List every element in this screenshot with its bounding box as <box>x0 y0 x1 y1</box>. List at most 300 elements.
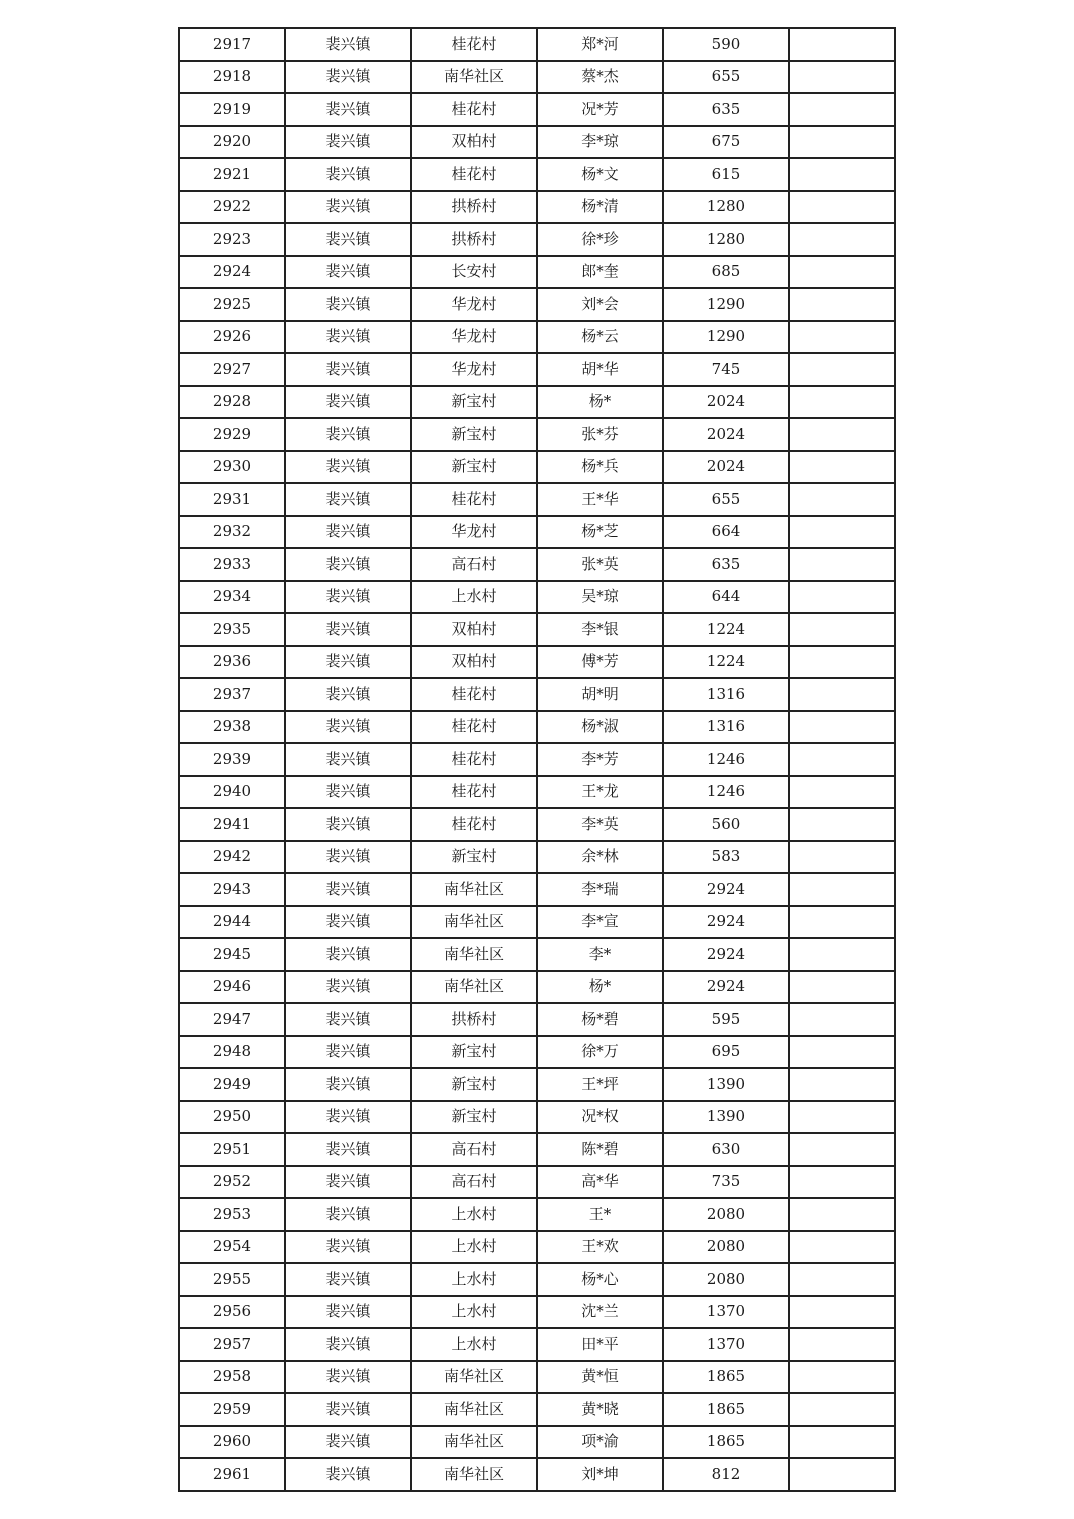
cell-town: 裴兴镇 <box>285 548 411 581</box>
cell-town: 裴兴镇 <box>285 28 411 61</box>
cell-name: 杨* <box>537 971 663 1004</box>
cell-town: 裴兴镇 <box>285 451 411 484</box>
cell-remark <box>789 516 895 549</box>
table-row <box>179 28 895 61</box>
cell-name: 李*银 <box>537 613 663 646</box>
cell-name: 陈*碧 <box>537 1133 663 1166</box>
cell-village: 双柏村 <box>411 646 537 679</box>
cell-serial-number: 2939 <box>179 743 285 776</box>
cell-remark <box>789 906 895 939</box>
cell-village: 新宝村 <box>411 451 537 484</box>
cell-town: 裴兴镇 <box>285 1328 411 1361</box>
cell-town: 裴兴镇 <box>285 418 411 451</box>
cell-amount: 2080 <box>663 1198 789 1231</box>
cell-remark <box>789 418 895 451</box>
cell-serial-number: 2936 <box>179 646 285 679</box>
cell-name: 郎*奎 <box>537 256 663 289</box>
cell-amount: 1865 <box>663 1393 789 1426</box>
cell-remark <box>789 483 895 516</box>
cell-remark <box>789 158 895 191</box>
cell-town: 裴兴镇 <box>285 353 411 386</box>
cell-name: 傅*芳 <box>537 646 663 679</box>
cell-village: 南华社区 <box>411 938 537 971</box>
cell-name: 李*英 <box>537 808 663 841</box>
table-row <box>179 1003 895 1036</box>
table-row <box>179 938 895 971</box>
table-row <box>179 386 895 419</box>
cell-name: 田*平 <box>537 1328 663 1361</box>
cell-amount: 1246 <box>663 776 789 809</box>
cell-name: 杨*云 <box>537 321 663 354</box>
table-row <box>179 93 895 126</box>
cell-serial-number: 2923 <box>179 223 285 256</box>
table-row <box>179 711 895 744</box>
cell-amount: 2924 <box>663 938 789 971</box>
cell-name: 杨*淑 <box>537 711 663 744</box>
cell-remark <box>789 1133 895 1166</box>
cell-name: 吴*琼 <box>537 581 663 614</box>
cell-name: 高*华 <box>537 1166 663 1199</box>
cell-serial-number: 2924 <box>179 256 285 289</box>
cell-name: 刘*会 <box>537 288 663 321</box>
cell-town: 裴兴镇 <box>285 483 411 516</box>
cell-village: 双柏村 <box>411 613 537 646</box>
cell-amount: 1246 <box>663 743 789 776</box>
cell-town: 裴兴镇 <box>285 938 411 971</box>
cell-name: 郑*河 <box>537 28 663 61</box>
cell-remark <box>789 1068 895 1101</box>
cell-remark <box>789 1328 895 1361</box>
cell-town: 裴兴镇 <box>285 321 411 354</box>
cell-remark <box>789 1263 895 1296</box>
cell-village: 高石村 <box>411 1133 537 1166</box>
cell-amount: 1316 <box>663 678 789 711</box>
cell-town: 裴兴镇 <box>285 386 411 419</box>
cell-remark <box>789 353 895 386</box>
cell-village: 华龙村 <box>411 353 537 386</box>
cell-name: 黄*晓 <box>537 1393 663 1426</box>
cell-remark <box>789 28 895 61</box>
cell-serial-number: 2951 <box>179 1133 285 1166</box>
cell-serial-number: 2942 <box>179 841 285 874</box>
table-row <box>179 678 895 711</box>
cell-village: 拱桥村 <box>411 223 537 256</box>
cell-village: 南华社区 <box>411 906 537 939</box>
cell-name: 沈*兰 <box>537 1296 663 1329</box>
cell-name: 杨*清 <box>537 191 663 224</box>
cell-amount: 675 <box>663 126 789 159</box>
cell-serial-number: 2945 <box>179 938 285 971</box>
cell-remark <box>789 548 895 581</box>
cell-remark <box>789 613 895 646</box>
cell-amount: 1390 <box>663 1101 789 1134</box>
cell-name: 刘*坤 <box>537 1458 663 1491</box>
cell-name: 况*芳 <box>537 93 663 126</box>
cell-name: 项*渝 <box>537 1426 663 1459</box>
cell-town: 裴兴镇 <box>285 1361 411 1394</box>
cell-remark <box>789 1296 895 1329</box>
cell-remark <box>789 1231 895 1264</box>
cell-village: 高石村 <box>411 1166 537 1199</box>
cell-town: 裴兴镇 <box>285 158 411 191</box>
table-row <box>179 1361 895 1394</box>
cell-village: 南华社区 <box>411 61 537 94</box>
table-row <box>179 808 895 841</box>
table-row <box>179 613 895 646</box>
cell-amount: 595 <box>663 1003 789 1036</box>
table-row <box>179 353 895 386</box>
cell-village: 拱桥村 <box>411 1003 537 1036</box>
cell-town: 裴兴镇 <box>285 1231 411 1264</box>
table-row <box>179 1393 895 1426</box>
cell-serial-number: 2952 <box>179 1166 285 1199</box>
cell-name: 杨*兵 <box>537 451 663 484</box>
cell-remark <box>789 223 895 256</box>
cell-serial-number: 2930 <box>179 451 285 484</box>
cell-serial-number: 2961 <box>179 1458 285 1491</box>
cell-amount: 630 <box>663 1133 789 1166</box>
cell-name: 李*瑞 <box>537 873 663 906</box>
table-row <box>179 1036 895 1069</box>
cell-remark <box>789 1426 895 1459</box>
table-row <box>179 1101 895 1134</box>
table-row <box>179 581 895 614</box>
cell-town: 裴兴镇 <box>285 613 411 646</box>
cell-town: 裴兴镇 <box>285 808 411 841</box>
table-row <box>179 256 895 289</box>
cell-name: 蔡*杰 <box>537 61 663 94</box>
cell-remark <box>789 971 895 1004</box>
cell-remark <box>789 61 895 94</box>
cell-amount: 1390 <box>663 1068 789 1101</box>
cell-amount: 685 <box>663 256 789 289</box>
cell-amount: 2924 <box>663 906 789 939</box>
cell-amount: 1290 <box>663 321 789 354</box>
cell-remark <box>789 1393 895 1426</box>
cell-village: 桂花村 <box>411 158 537 191</box>
cell-name: 况*权 <box>537 1101 663 1134</box>
cell-town: 裴兴镇 <box>285 841 411 874</box>
cell-village: 桂花村 <box>411 743 537 776</box>
cell-remark <box>789 93 895 126</box>
table-row <box>179 451 895 484</box>
cell-serial-number: 2937 <box>179 678 285 711</box>
cell-village: 新宝村 <box>411 1036 537 1069</box>
cell-town: 裴兴镇 <box>285 1198 411 1231</box>
cell-remark <box>789 126 895 159</box>
cell-serial-number: 2929 <box>179 418 285 451</box>
cell-village: 南华社区 <box>411 1458 537 1491</box>
cell-serial-number: 2959 <box>179 1393 285 1426</box>
cell-name: 王*华 <box>537 483 663 516</box>
cell-name: 李*宣 <box>537 906 663 939</box>
cell-village: 上水村 <box>411 1231 537 1264</box>
cell-serial-number: 2943 <box>179 873 285 906</box>
cell-remark <box>789 938 895 971</box>
cell-name: 李* <box>537 938 663 971</box>
cell-serial-number: 2954 <box>179 1231 285 1264</box>
table-row <box>179 1133 895 1166</box>
cell-remark <box>789 873 895 906</box>
table-row <box>179 743 895 776</box>
cell-serial-number: 2932 <box>179 516 285 549</box>
table-row <box>179 321 895 354</box>
cell-serial-number: 2956 <box>179 1296 285 1329</box>
cell-village: 拱桥村 <box>411 191 537 224</box>
cell-amount: 655 <box>663 61 789 94</box>
cell-remark <box>789 1361 895 1394</box>
table-row <box>179 483 895 516</box>
cell-name: 胡*华 <box>537 353 663 386</box>
cell-amount: 1865 <box>663 1426 789 1459</box>
cell-serial-number: 2918 <box>179 61 285 94</box>
cell-serial-number: 2928 <box>179 386 285 419</box>
cell-serial-number: 2934 <box>179 581 285 614</box>
cell-remark <box>789 191 895 224</box>
cell-village: 桂花村 <box>411 93 537 126</box>
cell-village: 南华社区 <box>411 971 537 1004</box>
cell-serial-number: 2955 <box>179 1263 285 1296</box>
cell-serial-number: 2925 <box>179 288 285 321</box>
cell-village: 上水村 <box>411 1296 537 1329</box>
cell-town: 裴兴镇 <box>285 1393 411 1426</box>
cell-amount: 1370 <box>663 1296 789 1329</box>
cell-town: 裴兴镇 <box>285 288 411 321</box>
cell-village: 华龙村 <box>411 321 537 354</box>
document-page <box>178 27 894 1492</box>
cell-amount: 2024 <box>663 418 789 451</box>
cell-remark <box>789 1036 895 1069</box>
cell-village: 南华社区 <box>411 1426 537 1459</box>
cell-village: 新宝村 <box>411 386 537 419</box>
cell-serial-number: 2958 <box>179 1361 285 1394</box>
cell-serial-number: 2917 <box>179 28 285 61</box>
cell-serial-number: 2933 <box>179 548 285 581</box>
cell-remark <box>789 678 895 711</box>
cell-serial-number: 2940 <box>179 776 285 809</box>
cell-remark <box>789 386 895 419</box>
cell-town: 裴兴镇 <box>285 516 411 549</box>
table-row <box>179 191 895 224</box>
cell-remark <box>789 776 895 809</box>
cell-serial-number: 2920 <box>179 126 285 159</box>
table-row <box>179 61 895 94</box>
cell-village: 桂花村 <box>411 483 537 516</box>
table-row <box>179 516 895 549</box>
cell-town: 裴兴镇 <box>285 1101 411 1134</box>
cell-name: 王*龙 <box>537 776 663 809</box>
cell-serial-number: 2947 <box>179 1003 285 1036</box>
cell-remark <box>789 1458 895 1491</box>
cell-serial-number: 2931 <box>179 483 285 516</box>
cell-village: 上水村 <box>411 1328 537 1361</box>
cell-name: 徐*珍 <box>537 223 663 256</box>
cell-name: 王* <box>537 1198 663 1231</box>
cell-amount: 664 <box>663 516 789 549</box>
cell-remark <box>789 743 895 776</box>
cell-village: 南华社区 <box>411 873 537 906</box>
table-row <box>179 1296 895 1329</box>
table-row <box>179 126 895 159</box>
cell-remark <box>789 581 895 614</box>
cell-name: 杨*文 <box>537 158 663 191</box>
cell-name: 杨*碧 <box>537 1003 663 1036</box>
cell-town: 裴兴镇 <box>285 93 411 126</box>
cell-town: 裴兴镇 <box>285 646 411 679</box>
cell-amount: 560 <box>663 808 789 841</box>
cell-serial-number: 2948 <box>179 1036 285 1069</box>
cell-remark <box>789 808 895 841</box>
cell-serial-number: 2960 <box>179 1426 285 1459</box>
table-row <box>179 1231 895 1264</box>
cell-village: 新宝村 <box>411 841 537 874</box>
cell-town: 裴兴镇 <box>285 581 411 614</box>
cell-town: 裴兴镇 <box>285 1426 411 1459</box>
cell-village: 华龙村 <box>411 288 537 321</box>
cell-amount: 615 <box>663 158 789 191</box>
cell-town: 裴兴镇 <box>285 1296 411 1329</box>
cell-serial-number: 2946 <box>179 971 285 1004</box>
cell-amount: 2024 <box>663 386 789 419</box>
cell-amount: 812 <box>663 1458 789 1491</box>
cell-name: 杨* <box>537 386 663 419</box>
cell-name: 黄*恒 <box>537 1361 663 1394</box>
cell-town: 裴兴镇 <box>285 256 411 289</box>
cell-serial-number: 2921 <box>179 158 285 191</box>
table-row <box>179 776 895 809</box>
cell-serial-number: 2927 <box>179 353 285 386</box>
cell-amount: 745 <box>663 353 789 386</box>
table-row <box>179 906 895 939</box>
cell-amount: 635 <box>663 548 789 581</box>
table-row <box>179 873 895 906</box>
cell-name: 杨*心 <box>537 1263 663 1296</box>
cell-serial-number: 2953 <box>179 1198 285 1231</box>
cell-amount: 590 <box>663 28 789 61</box>
cell-amount: 735 <box>663 1166 789 1199</box>
cell-serial-number: 2950 <box>179 1101 285 1134</box>
table-body <box>179 28 895 1491</box>
cell-amount: 695 <box>663 1036 789 1069</box>
table-row <box>179 841 895 874</box>
table-row <box>179 1166 895 1199</box>
table-row <box>179 548 895 581</box>
table-row <box>179 1426 895 1459</box>
cell-remark <box>789 288 895 321</box>
cell-village: 桂花村 <box>411 711 537 744</box>
cell-name: 王*坪 <box>537 1068 663 1101</box>
cell-amount: 2924 <box>663 971 789 1004</box>
cell-amount: 2080 <box>663 1231 789 1264</box>
table-row <box>179 223 895 256</box>
cell-town: 裴兴镇 <box>285 1068 411 1101</box>
cell-village: 新宝村 <box>411 418 537 451</box>
cell-amount: 655 <box>663 483 789 516</box>
subsidy-table <box>178 27 896 1492</box>
cell-amount: 2924 <box>663 873 789 906</box>
cell-name: 王*欢 <box>537 1231 663 1264</box>
cell-remark <box>789 1003 895 1036</box>
cell-amount: 1370 <box>663 1328 789 1361</box>
cell-serial-number: 2941 <box>179 808 285 841</box>
cell-amount: 1280 <box>663 191 789 224</box>
cell-remark <box>789 646 895 679</box>
cell-town: 裴兴镇 <box>285 873 411 906</box>
cell-town: 裴兴镇 <box>285 1036 411 1069</box>
cell-village: 南华社区 <box>411 1361 537 1394</box>
cell-town: 裴兴镇 <box>285 776 411 809</box>
cell-village: 长安村 <box>411 256 537 289</box>
table-row <box>179 1458 895 1491</box>
cell-serial-number: 2949 <box>179 1068 285 1101</box>
cell-remark <box>789 841 895 874</box>
cell-name: 胡*明 <box>537 678 663 711</box>
cell-village: 南华社区 <box>411 1393 537 1426</box>
cell-village: 高石村 <box>411 548 537 581</box>
cell-serial-number: 2938 <box>179 711 285 744</box>
cell-remark <box>789 1101 895 1134</box>
cell-name: 徐*万 <box>537 1036 663 1069</box>
cell-town: 裴兴镇 <box>285 1263 411 1296</box>
table-row <box>179 1198 895 1231</box>
cell-village: 桂花村 <box>411 808 537 841</box>
cell-serial-number: 2922 <box>179 191 285 224</box>
cell-town: 裴兴镇 <box>285 678 411 711</box>
cell-amount: 1865 <box>663 1361 789 1394</box>
cell-town: 裴兴镇 <box>285 126 411 159</box>
cell-town: 裴兴镇 <box>285 906 411 939</box>
cell-village: 新宝村 <box>411 1101 537 1134</box>
cell-amount: 583 <box>663 841 789 874</box>
cell-amount: 644 <box>663 581 789 614</box>
cell-name: 李*琼 <box>537 126 663 159</box>
cell-town: 裴兴镇 <box>285 1166 411 1199</box>
cell-town: 裴兴镇 <box>285 1458 411 1491</box>
cell-serial-number: 2935 <box>179 613 285 646</box>
table-row <box>179 418 895 451</box>
cell-village: 上水村 <box>411 581 537 614</box>
cell-remark <box>789 1166 895 1199</box>
table-row <box>179 971 895 1004</box>
cell-amount: 1224 <box>663 646 789 679</box>
cell-town: 裴兴镇 <box>285 191 411 224</box>
cell-town: 裴兴镇 <box>285 743 411 776</box>
table-row <box>179 158 895 191</box>
cell-town: 裴兴镇 <box>285 971 411 1004</box>
cell-serial-number: 2957 <box>179 1328 285 1361</box>
cell-town: 裴兴镇 <box>285 711 411 744</box>
cell-village: 上水村 <box>411 1198 537 1231</box>
cell-remark <box>789 321 895 354</box>
cell-village: 华龙村 <box>411 516 537 549</box>
table-row <box>179 1328 895 1361</box>
cell-town: 裴兴镇 <box>285 1003 411 1036</box>
table-row <box>179 1263 895 1296</box>
cell-amount: 1316 <box>663 711 789 744</box>
cell-serial-number: 2926 <box>179 321 285 354</box>
cell-village: 桂花村 <box>411 28 537 61</box>
cell-village: 双柏村 <box>411 126 537 159</box>
cell-town: 裴兴镇 <box>285 223 411 256</box>
cell-amount: 2080 <box>663 1263 789 1296</box>
cell-town: 裴兴镇 <box>285 1133 411 1166</box>
cell-name: 杨*芝 <box>537 516 663 549</box>
cell-name: 余*林 <box>537 841 663 874</box>
table-row <box>179 646 895 679</box>
cell-serial-number: 2919 <box>179 93 285 126</box>
cell-remark <box>789 1198 895 1231</box>
cell-amount: 2024 <box>663 451 789 484</box>
